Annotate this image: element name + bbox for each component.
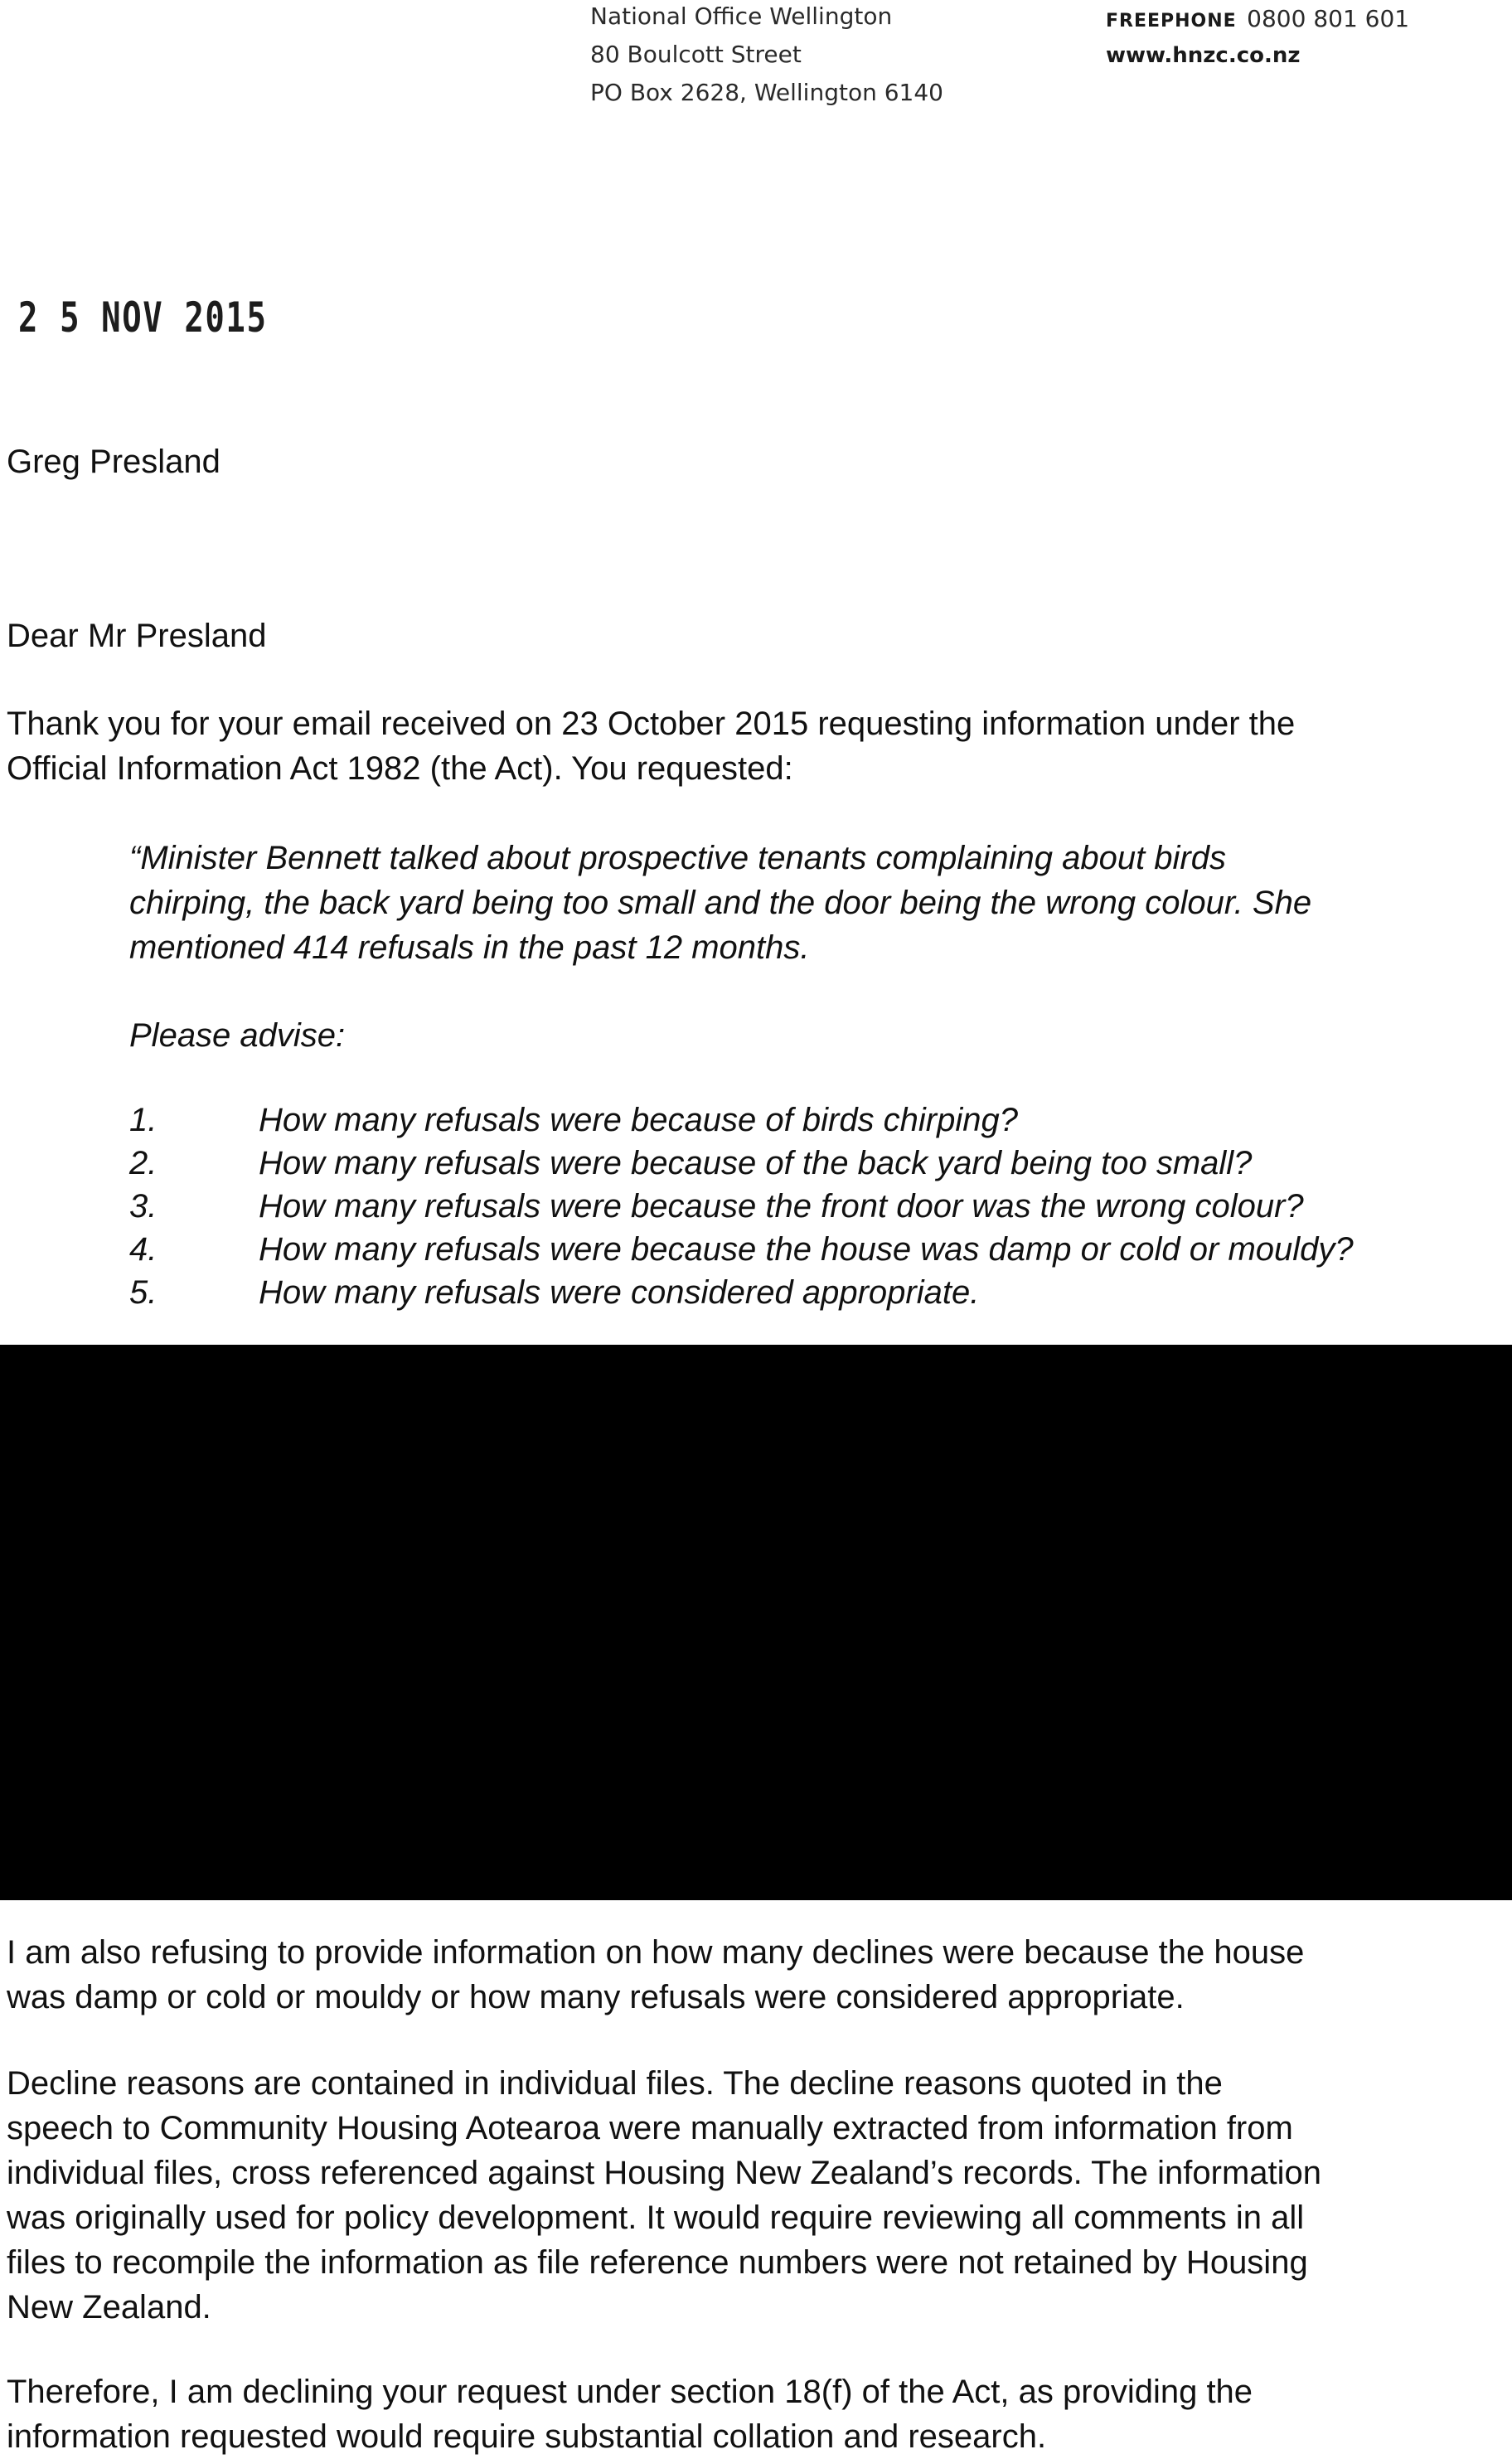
quote-line: “Minister Bennett talked about prospective tenants complaining about birds xyxy=(129,840,1226,876)
list-item xyxy=(129,1184,1512,1229)
question-number: 3. xyxy=(129,1188,158,1225)
question-number: 1. xyxy=(129,1102,158,1138)
refusing-paragraph xyxy=(7,1930,1304,2020)
paragraph-line: individual files, cross referenced against Housing New Zealand’s records. The information xyxy=(7,2155,1321,2191)
freephone-label: FREEPHONE xyxy=(1106,11,1237,32)
redacted-block xyxy=(0,1345,1512,1900)
freephone-line xyxy=(1106,5,1409,32)
office-name: National Office Wellington xyxy=(590,2,893,30)
quote-line: chirping, the back yard being too small and the door being the wrong colour. She xyxy=(129,885,1312,921)
list-item xyxy=(129,1227,1512,1272)
question-text: How many refusals were because of the back yard being too small? xyxy=(259,1145,1253,1181)
question-text: How many refusals were considered appropriate. xyxy=(259,1274,980,1311)
question-number: 5. xyxy=(129,1274,158,1311)
question-text: How many refusals were because of birds chirping? xyxy=(259,1102,1018,1138)
paragraph-line: information requested would require substantial collation and research. xyxy=(7,2418,1047,2455)
recipient-name: Greg Presland xyxy=(7,444,220,480)
paragraph-line: speech to Community Housing Aotearoa were manually extracted from information from xyxy=(7,2110,1293,2146)
paragraph-line: I am also refusing to provide information on how many declines were because the house xyxy=(7,1934,1305,1971)
paragraph-line: Decline reasons are contained in individual files. The decline reasons quoted in the xyxy=(7,2065,1223,2102)
intro-line: Official Information Act 1982 (the Act). You requested: xyxy=(7,750,793,787)
please-advise: Please advise: xyxy=(129,1017,346,1054)
salutation: Dear Mr Presland xyxy=(7,618,267,654)
decline-reasons-paragraph xyxy=(7,2061,1321,2330)
paragraph-line: files to recompile the information as file reference numbers were not retained by Housing xyxy=(7,2244,1308,2281)
request-quote xyxy=(129,836,1311,970)
therefore-paragraph xyxy=(7,2369,1253,2459)
paragraph-line: New Zealand. xyxy=(7,2289,211,2326)
intro-paragraph xyxy=(7,701,1295,791)
list-item xyxy=(129,1270,1512,1315)
question-text: How many refusals were because the front door was the wrong colour? xyxy=(259,1188,1304,1225)
list-item xyxy=(129,1141,1512,1186)
website-link[interactable]: www.hnzc.co.nz xyxy=(1106,43,1301,68)
question-number: 4. xyxy=(129,1231,158,1268)
paragraph-line: was originally used for policy development. It would require reviewing all comments in all xyxy=(7,2200,1305,2236)
date-stamp: 2 5 NOV 2015 xyxy=(18,293,268,342)
list-item xyxy=(129,1098,1512,1142)
freephone-number: 0800 801 601 xyxy=(1247,5,1410,32)
paragraph-line: Therefore, I am declining your request under section 18(f) of the Act, as providing the xyxy=(7,2374,1253,2410)
quote-line: mentioned 414 refusals in the past 12 months. xyxy=(129,929,810,966)
question-text: How many refusals were because the house was damp or cold or mouldy? xyxy=(259,1231,1354,1268)
intro-line: Thank you for your email received on 23 October 2015 requesting information under the xyxy=(7,706,1296,742)
question-number: 2. xyxy=(129,1145,158,1181)
street-address: 80 Boulcott Street xyxy=(590,41,802,68)
paragraph-line: was damp or cold or mouldy or how many refusals were considered appropriate. xyxy=(7,1979,1185,2015)
po-box-address: PO Box 2628, Wellington 6140 xyxy=(590,79,943,106)
